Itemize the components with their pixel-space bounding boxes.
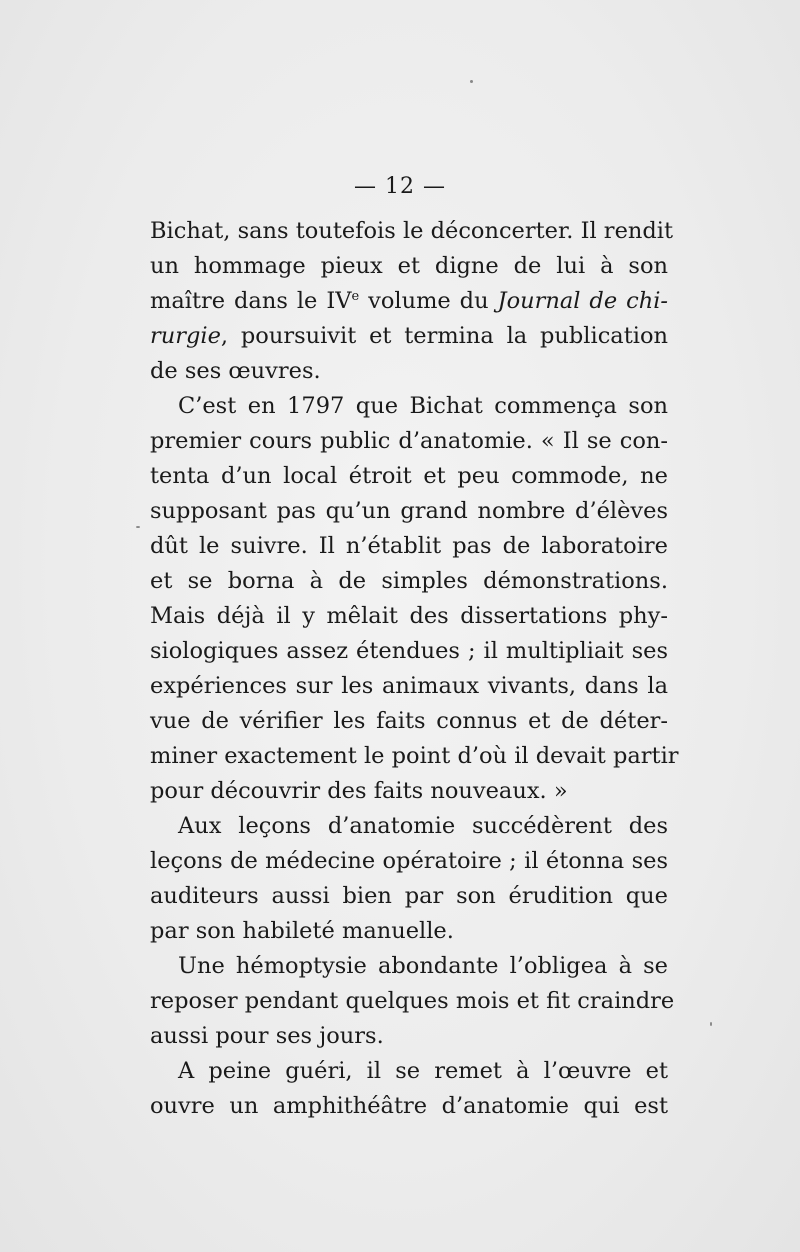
text-line: dût le suivre. Il n’établit pas de laboratoire [150, 533, 668, 559]
page-number: — 12 — [354, 174, 446, 199]
text-line: miner exactement le point d’où il devait partir [150, 743, 679, 769]
text-line: premier cours public d’anatomie. « Il se con- [150, 428, 668, 454]
text-line: vue de vérifier les faits connus et de déter- [150, 708, 668, 734]
paragraph-start-line: C’est en 1797 que Bichat commença son [178, 393, 668, 419]
text-line: ouvre un amphithéâtre d’anatomie qui est [150, 1093, 668, 1119]
text-line: aussi pour ses jours. [150, 1023, 384, 1049]
text-line: par son habileté manuelle. [150, 918, 454, 944]
text-line: de ses œuvres. [150, 358, 321, 384]
text-line: auditeurs aussi bien par son érudition que [150, 883, 668, 909]
text-segment: maître dans le IV [150, 288, 352, 314]
text-line: pour découvrir des faits nouveaux. » [150, 778, 568, 804]
text-line: expériences sur les animaux vivants, dans la [150, 673, 668, 699]
superscript: e [351, 289, 360, 304]
text-segment: , poursuivit et termina la publication [220, 323, 668, 349]
paper-speck [710, 1022, 712, 1026]
paragraph-start-line: Une hémoptysie abondante l’obligea à se [178, 953, 668, 979]
text-line: siologiques assez étendues ; il multipliait ses [150, 638, 668, 664]
paper-speck [136, 526, 140, 528]
text-line [150, 284, 668, 319]
text-line: supposant pas qu’un grand nombre d’élèves [150, 498, 668, 524]
text-line [150, 319, 668, 354]
text-line: Mais déjà il y mêlait des dissertations phy- [150, 603, 668, 629]
text-line: et se borna à de simples démonstrations. [150, 568, 668, 594]
journal-title-italic: Journal de chi- [497, 288, 668, 314]
text-line: un hommage pieux et digne de lui à son [150, 253, 668, 279]
paragraph-start-line: Aux leçons d’anatomie succédèrent des [178, 813, 668, 839]
text-line: tenta d’un local étroit et peu commode, ne [150, 463, 668, 489]
text-line: leçons de médecine opératoire ; il étonna ses [150, 848, 668, 874]
paragraph-start-line: A peine guéri, il se remet à l’œuvre et [178, 1058, 668, 1084]
body-text [150, 214, 679, 1124]
text-line: reposer pendant quelques mois et fit craindre [150, 988, 675, 1014]
journal-title-italic: rurgie [150, 323, 221, 349]
paper-speck [470, 80, 473, 83]
text-line: Bichat, sans toutefois le déconcerter. Il rendit [150, 218, 674, 244]
text-segment: volume du [359, 288, 498, 314]
